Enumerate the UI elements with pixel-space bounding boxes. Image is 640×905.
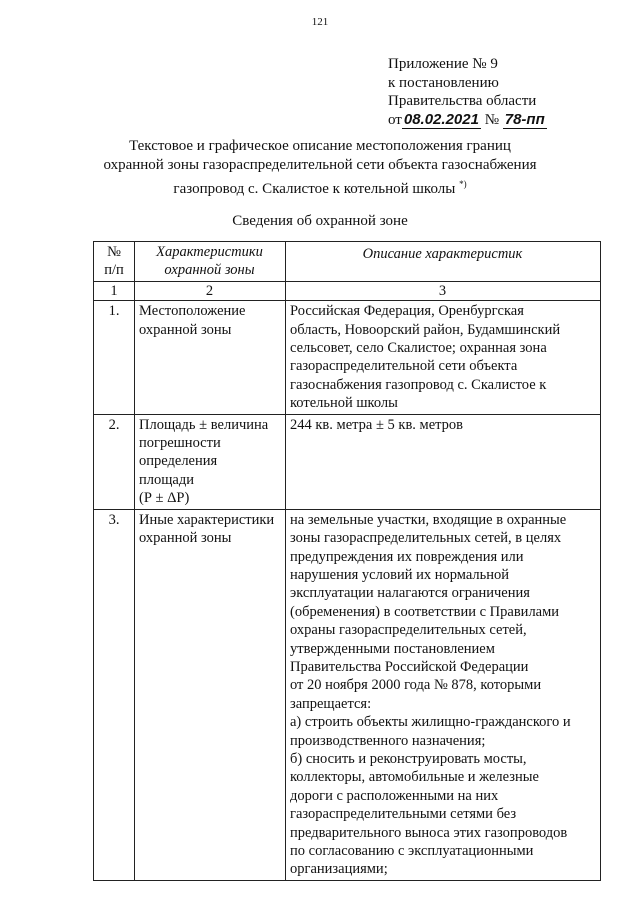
cell-line: газоснабжения газопровод с. Скалистое к [290,376,547,393]
cell-line: утвержденными постановлением [290,640,495,657]
row-description [286,509,601,880]
page-number: 121 [311,16,329,28]
cell-line: на земельные участки, входящие в охранные [290,511,567,528]
column-index-1: 1 [94,281,135,300]
cell-line: зоны газораспределительных сетей, в целях [290,530,562,547]
row-characteristic [135,414,286,509]
row-description [286,301,601,414]
row-number: 2. [94,414,135,509]
cell-line: газораспределительными сетями без [290,806,517,823]
cell-line: сельсовет, село Скалистое; охранная зона [290,340,547,357]
column-index-3: 3 [286,281,601,300]
cell-line: Правительства Российской Федерации [290,658,529,675]
cell-line: газораспределительной сети объекта [290,358,518,375]
table-row [94,414,601,509]
cell-line: охранной зоны [139,530,232,547]
handwritten-date: 08.02.2021 [403,110,479,128]
title-line-3-text: газопровод с. Скалистое к котельной школы [173,181,456,197]
cell-line: запрещается: [290,695,372,712]
table-row [94,509,601,880]
cell-line: погрешности [139,435,221,452]
table-row [94,301,601,414]
cell-line: производственного назначения; [290,732,486,749]
cell-line: а) строить объекты жилищно-гражданского и [290,714,571,731]
cell-line: коллекторы, автомобильные и железные [290,769,539,786]
date-prefix: от [388,111,402,128]
cell-line: (Р ± ΔР) [139,490,190,507]
footnote-mark: *) [459,179,467,189]
row-description [286,414,601,509]
cell-line: от 20 ноября 2000 года № 878, которыми [290,677,542,694]
cell-line: (обременения) в соответствии с Правилами [290,603,560,620]
appendix-date-line [388,111,547,130]
column-index-row [94,281,601,300]
cell-line: предварительного выноса этих газопроводов [290,824,568,841]
cell-line: охранной зоны [139,321,232,338]
cell-line: Площадь ± величина [139,416,269,433]
cell-line: определения [139,453,218,470]
header-characteristics-line-1: Характеристики [156,244,263,260]
cell-line: охраны газораспределительных сетей, [290,622,527,639]
cell-line: нарушения условий их нормальной [290,566,510,583]
title-line-1: Текстовое и графическое описание местоположения границ [129,138,511,154]
header-number [94,242,135,282]
appendix-header [388,55,547,129]
header-characteristics [135,242,286,282]
row-number: 1. [94,301,135,414]
handwritten-number: 78-пп [504,110,545,128]
header-number-line-1: № [107,244,121,260]
appendix-line-2: к постановлению [388,74,499,91]
title-line-2: охранной зоны газораспределительной сети объекта газоснабжения [103,157,537,173]
table-header-row [94,242,601,282]
appendix-line-1: Приложение № 9 [388,56,498,72]
cell-line: Местоположение [139,303,246,320]
row-characteristic [135,509,286,880]
document-title [90,137,550,199]
cell-line: Российская Федерация, Оренбургская [290,303,524,320]
cell-line: площади [139,471,194,488]
cell-line: предупреждения их повреждения или [290,548,524,565]
cell-line: 244 кв. метра ± 5 кв. метров [290,416,464,433]
column-index-2: 2 [135,281,286,300]
header-number-line-2: п/п [104,262,124,279]
cell-line: организациями; [290,861,388,878]
row-number: 3. [94,509,135,880]
protection-zone-table [93,241,601,881]
cell-line: Иные характеристики [139,511,275,528]
cell-line: область, Новоорский район, Будамшинский [290,321,561,338]
cell-line: эксплуатации налагаются ограничения [290,585,530,602]
number-prefix: № [484,111,499,128]
cell-line: дороги с расположенными на них [290,787,499,804]
appendix-line-3: Правительства области [388,93,537,109]
header-description: Описание характеристик [286,242,601,282]
title-line-3 [90,175,550,199]
header-characteristics-line-2: охранной зоны [164,262,255,279]
cell-line: котельной школы [290,395,398,412]
cell-line: б) сносить и реконструировать мосты, [290,750,527,767]
cell-line: по согласованию с эксплуатационными [290,843,534,859]
row-characteristic [135,301,286,414]
section-subtitle: Сведения об охранной зоне [232,213,408,229]
